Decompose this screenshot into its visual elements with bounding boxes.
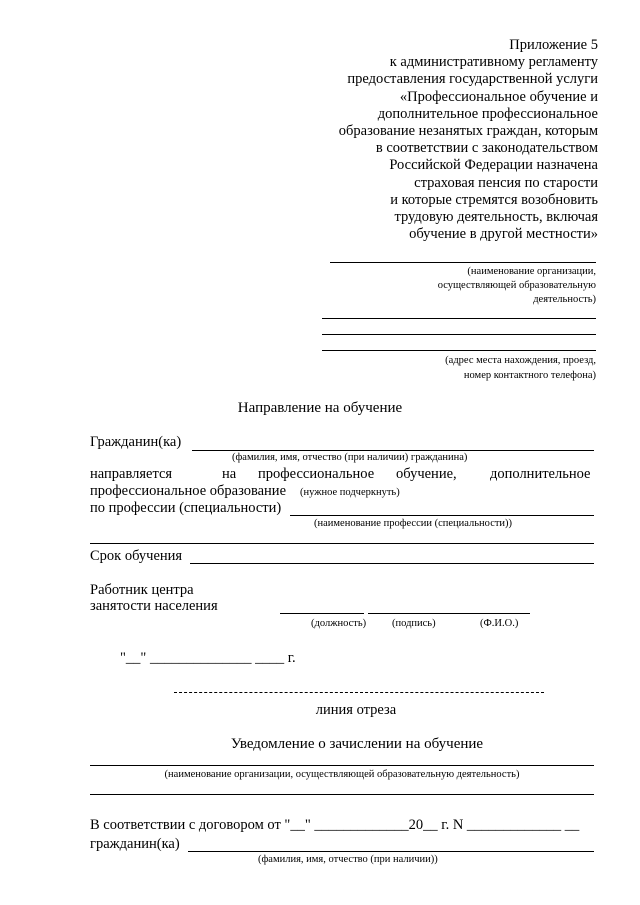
profession-line <box>290 515 594 516</box>
appendix-line: к административному регламенту <box>389 54 598 71</box>
org-caption-2: осуществляющей образовательную <box>437 280 596 291</box>
sent-word-prof: профессиональное <box>258 466 375 482</box>
appendix-line: Российской Федерации назначена <box>389 157 598 174</box>
term-line <box>190 563 594 564</box>
cut-dashed-line <box>174 692 544 693</box>
notice-org-line <box>90 765 594 766</box>
address-line-1 <box>322 318 596 319</box>
appendix-line: страховая пенсия по старости <box>414 174 598 191</box>
sent-word: направляется <box>90 466 173 482</box>
notice-title: Уведомление о зачислении на обучение <box>230 736 484 752</box>
appendix-line: дополнительное профессиональное <box>377 105 598 122</box>
appendix-line: «Профессиональное обучение и <box>399 88 598 105</box>
date-line: "__" ______________ ____ г. <box>120 650 296 666</box>
sent-word-na: на <box>222 466 237 482</box>
address-line-3 <box>322 350 596 351</box>
appendix-line: Приложение 5 <box>509 37 598 53</box>
contract-line: В соответствии с договором от "__" _____________20__ г. N _____________ __ <box>90 817 580 833</box>
sent-word-add: дополнительное <box>490 466 591 482</box>
name-caption: (Ф.И.О.) <box>480 618 519 629</box>
appendix-header <box>308 37 598 243</box>
appendix-line: образование незанятых граждан, которым <box>338 123 598 140</box>
address-line-2 <box>322 334 596 335</box>
notice-citizen-line <box>188 851 594 852</box>
cut-label: линия отреза <box>315 702 397 718</box>
appendix-line: предоставления государственной услуги <box>347 71 598 88</box>
appendix-line: обучение в другой местности» <box>409 226 598 243</box>
profession-label: по профессии (специальности) <box>90 500 282 516</box>
notice-org-caption: (наименование организации, осуществляющей образовательную деятельность) <box>164 769 520 780</box>
prof-education-text: профессиональное образование <box>90 483 287 499</box>
address-caption-1: (адрес места нахождения, проезд, <box>445 355 596 366</box>
worker-label-2: занятости населения <box>90 598 218 614</box>
appendix-line: и которые стремятся возобновить <box>390 191 598 208</box>
position-caption: (должность) <box>311 618 367 629</box>
notice-org-line-2 <box>90 794 594 795</box>
position-line <box>280 613 364 614</box>
org-caption-1: (наименование организации, <box>467 266 596 277</box>
sent-word-edu: обучение, <box>396 466 457 482</box>
underline-note: (нужное подчеркнуть) <box>300 487 400 498</box>
citizen-label: Гражданин(ка) <box>90 434 182 450</box>
profession-extra-line <box>90 543 594 544</box>
direction-title: Направление на обучение <box>237 400 403 416</box>
signature-name-line <box>368 613 530 614</box>
term-label: Срок обучения <box>90 548 183 564</box>
citizen-caption: (фамилия, имя, отчество (при наличии) гражданина) <box>232 452 468 463</box>
signature-caption: (подпись) <box>392 618 436 629</box>
appendix-line: трудовую деятельность, включая <box>394 209 598 226</box>
org-caption-3: деятельность) <box>533 294 596 305</box>
worker-label-1: Работник центра <box>90 582 194 598</box>
org-name-line <box>330 262 596 263</box>
address-caption-2: номер контактного телефона) <box>463 370 596 381</box>
notice-citizen-caption: (фамилия, имя, отчество (при наличии)) <box>258 854 438 865</box>
notice-citizen-label: гражданин(ка) <box>90 836 180 852</box>
profession-caption: (наименование профессии (специальности)) <box>314 518 513 529</box>
appendix-line: в соответствии с законодательством <box>375 140 598 157</box>
